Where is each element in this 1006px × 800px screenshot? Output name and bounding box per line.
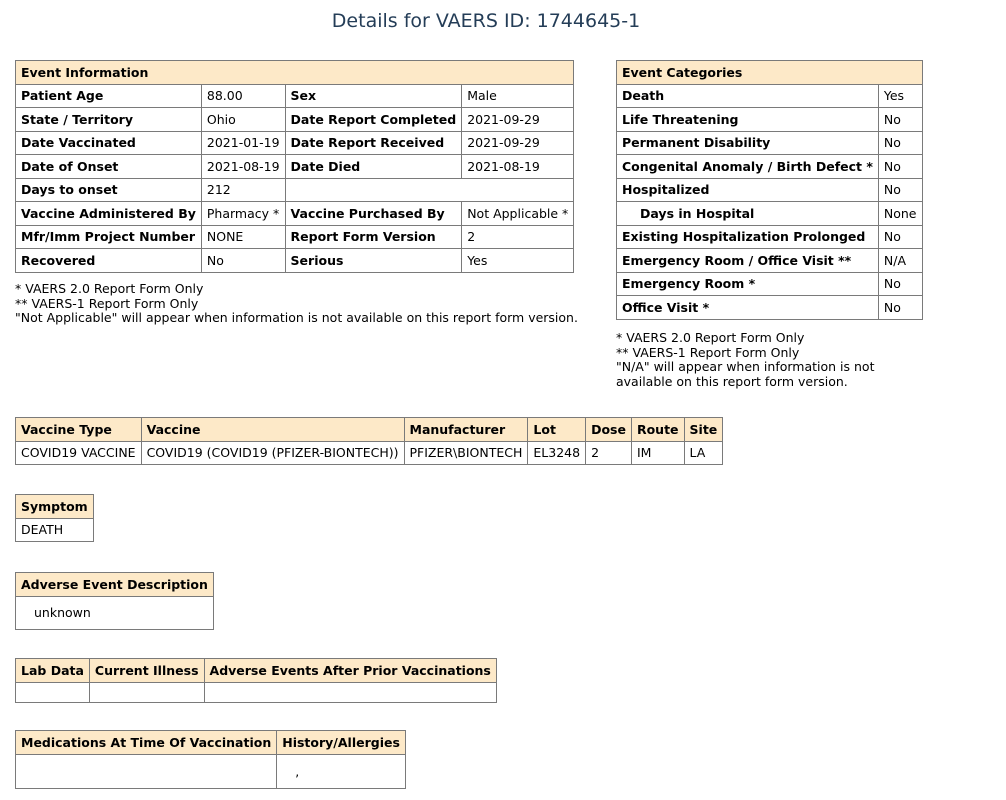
congenital-anomaly-label: Congenital Anomaly / Birth Defect * xyxy=(617,155,879,179)
date-vaccinated-value: 2021-01-19 xyxy=(201,131,285,155)
table-row xyxy=(16,682,497,702)
table-row xyxy=(16,754,406,788)
manufacturer-value: PFIZER\BIONTECH xyxy=(404,441,528,465)
symptom-value: DEATH xyxy=(16,518,94,542)
table-row xyxy=(617,202,923,226)
recovered-label: Recovered xyxy=(16,249,202,273)
table-row xyxy=(617,108,923,132)
days-in-hospital-label: Days in Hospital xyxy=(617,202,879,226)
table-row xyxy=(617,296,923,320)
current-illness-value xyxy=(89,682,204,702)
report-form-version-value: 2 xyxy=(462,225,574,249)
table-row xyxy=(617,178,923,202)
mfr-project-number-value: NONE xyxy=(201,225,285,249)
table-row xyxy=(617,225,923,249)
history-allergies-value: , xyxy=(277,754,406,788)
vaccine-administered-by-label: Vaccine Administered By xyxy=(16,202,202,226)
event-categories-table xyxy=(616,60,923,320)
patient-age-value: 88.00 xyxy=(201,84,285,108)
note-line: ** VAERS-1 Report Form Only xyxy=(15,295,199,311)
table-header-row xyxy=(16,418,723,442)
serious-label: Serious xyxy=(285,249,462,273)
note-line: ** VAERS-1 Report Form Only xyxy=(616,344,800,360)
days-in-hospital-value: None xyxy=(878,202,922,226)
table-row xyxy=(16,441,723,465)
date-of-onset-value: 2021-08-19 xyxy=(201,155,285,179)
note-line: "N/A" will appear when information is not xyxy=(616,359,875,374)
symptom-table xyxy=(15,494,94,542)
mfr-project-number-label: Mfr/Imm Project Number xyxy=(16,225,202,249)
table-row xyxy=(16,202,574,226)
office-visit-label: Office Visit * xyxy=(617,296,879,320)
permanent-disability-label: Permanent Disability xyxy=(617,131,879,155)
vaccine-header: Vaccine xyxy=(141,418,404,442)
table-header-row xyxy=(16,659,497,683)
life-threatening-value: No xyxy=(878,108,922,132)
note-line: "Not Applicable" will appear when information is not available on this report form version. xyxy=(15,310,578,325)
manufacturer-header: Manufacturer xyxy=(404,418,528,442)
sex-label: Sex xyxy=(285,84,462,108)
history-allergies-header: History/Allergies xyxy=(277,731,406,755)
state-value: Ohio xyxy=(201,108,285,132)
table-row xyxy=(617,272,923,296)
existing-hospitalization-prolonged-label: Existing Hospitalization Prolonged xyxy=(617,225,879,249)
note-line: available on this report form version. xyxy=(616,373,848,389)
congenital-anomaly-value: No xyxy=(878,155,922,179)
date-report-completed-label: Date Report Completed xyxy=(285,108,462,132)
hospitalized-value: No xyxy=(878,178,922,202)
date-report-completed-value: 2021-09-29 xyxy=(462,108,574,132)
adverse-event-description-value: unknown xyxy=(16,596,214,629)
death-value: Yes xyxy=(878,84,922,108)
sex-value: Male xyxy=(462,84,574,108)
medications-table xyxy=(15,730,406,789)
table-row xyxy=(16,178,574,202)
prior-vaccinations-header: Adverse Events After Prior Vaccinations xyxy=(204,659,496,683)
emergency-room-label: Emergency Room * xyxy=(617,272,879,296)
serious-value: Yes xyxy=(462,249,574,273)
vaccine-value: COVID19 (COVID19 (PFIZER-BIONTECH)) xyxy=(141,441,404,465)
table-row xyxy=(617,84,923,108)
permanent-disability-value: No xyxy=(878,131,922,155)
lot-value: EL3248 xyxy=(528,441,586,465)
empty-cell xyxy=(285,178,574,202)
patient-age-label: Patient Age xyxy=(16,84,202,108)
days-to-onset-value: 212 xyxy=(201,178,285,202)
vaccine-purchased-by-value: Not Applicable * xyxy=(462,202,574,226)
event-information-notes xyxy=(15,282,578,326)
table-row xyxy=(16,225,574,249)
event-categories-notes xyxy=(616,331,874,389)
life-threatening-label: Life Threatening xyxy=(617,108,879,132)
lab-data-value xyxy=(16,682,90,702)
event-information-header: Event Information xyxy=(16,61,574,85)
date-report-received-label: Date Report Received xyxy=(285,131,462,155)
note-line: * VAERS 2.0 Report Form Only xyxy=(15,281,204,296)
table-row xyxy=(16,155,574,179)
emergency-room-value: No xyxy=(878,272,922,296)
current-illness-header: Current Illness xyxy=(89,659,204,683)
date-died-value: 2021-08-19 xyxy=(462,155,574,179)
lab-data-header: Lab Data xyxy=(16,659,90,683)
vaccine-administered-by-value: Pharmacy * xyxy=(201,202,285,226)
symptom-header: Symptom xyxy=(16,495,94,519)
site-value: LA xyxy=(684,441,723,465)
route-value: IM xyxy=(631,441,684,465)
site-header: Site xyxy=(684,418,723,442)
event-categories-header: Event Categories xyxy=(617,61,923,85)
dose-header: Dose xyxy=(586,418,632,442)
lot-header: Lot xyxy=(528,418,586,442)
vaccine-table xyxy=(15,417,723,465)
vaccine-type-value: COVID19 VACCINE xyxy=(16,441,142,465)
death-label: Death xyxy=(617,84,879,108)
date-died-label: Date Died xyxy=(285,155,462,179)
medications-header: Medications At Time Of Vaccination xyxy=(16,731,277,755)
table-row xyxy=(16,108,574,132)
table-row xyxy=(16,84,574,108)
date-of-onset-label: Date of Onset xyxy=(16,155,202,179)
days-to-onset-label: Days to onset xyxy=(16,178,202,202)
lab-data-table xyxy=(15,658,497,703)
vaccine-purchased-by-label: Vaccine Purchased By xyxy=(285,202,462,226)
dose-value: 2 xyxy=(586,441,632,465)
page-title: Details for VAERS ID: 1744645-1 xyxy=(331,10,641,32)
table-row xyxy=(617,155,923,179)
table-row xyxy=(16,131,574,155)
hospitalized-label: Hospitalized xyxy=(617,178,879,202)
table-header-row xyxy=(16,731,406,755)
event-information-table xyxy=(15,60,574,273)
date-vaccinated-label: Date Vaccinated xyxy=(16,131,202,155)
er-office-visit-value: N/A xyxy=(878,249,922,273)
table-row xyxy=(16,596,214,629)
adverse-event-description-header: Adverse Event Description xyxy=(16,573,214,597)
table-row xyxy=(617,131,923,155)
office-visit-value: No xyxy=(878,296,922,320)
adverse-event-description-table xyxy=(15,572,214,630)
recovered-value: No xyxy=(201,249,285,273)
medications-value xyxy=(16,754,277,788)
route-header: Route xyxy=(631,418,684,442)
er-office-visit-label: Emergency Room / Office Visit ** xyxy=(617,249,879,273)
table-row xyxy=(16,518,94,542)
existing-hospitalization-prolonged-value: No xyxy=(878,225,922,249)
prior-vaccinations-value xyxy=(204,682,496,702)
table-row xyxy=(617,249,923,273)
state-label: State / Territory xyxy=(16,108,202,132)
table-row xyxy=(16,249,574,273)
note-line: * VAERS 2.0 Report Form Only xyxy=(616,330,805,345)
vaccine-type-header: Vaccine Type xyxy=(16,418,142,442)
report-form-version-label: Report Form Version xyxy=(285,225,462,249)
date-report-received-value: 2021-09-29 xyxy=(462,131,574,155)
